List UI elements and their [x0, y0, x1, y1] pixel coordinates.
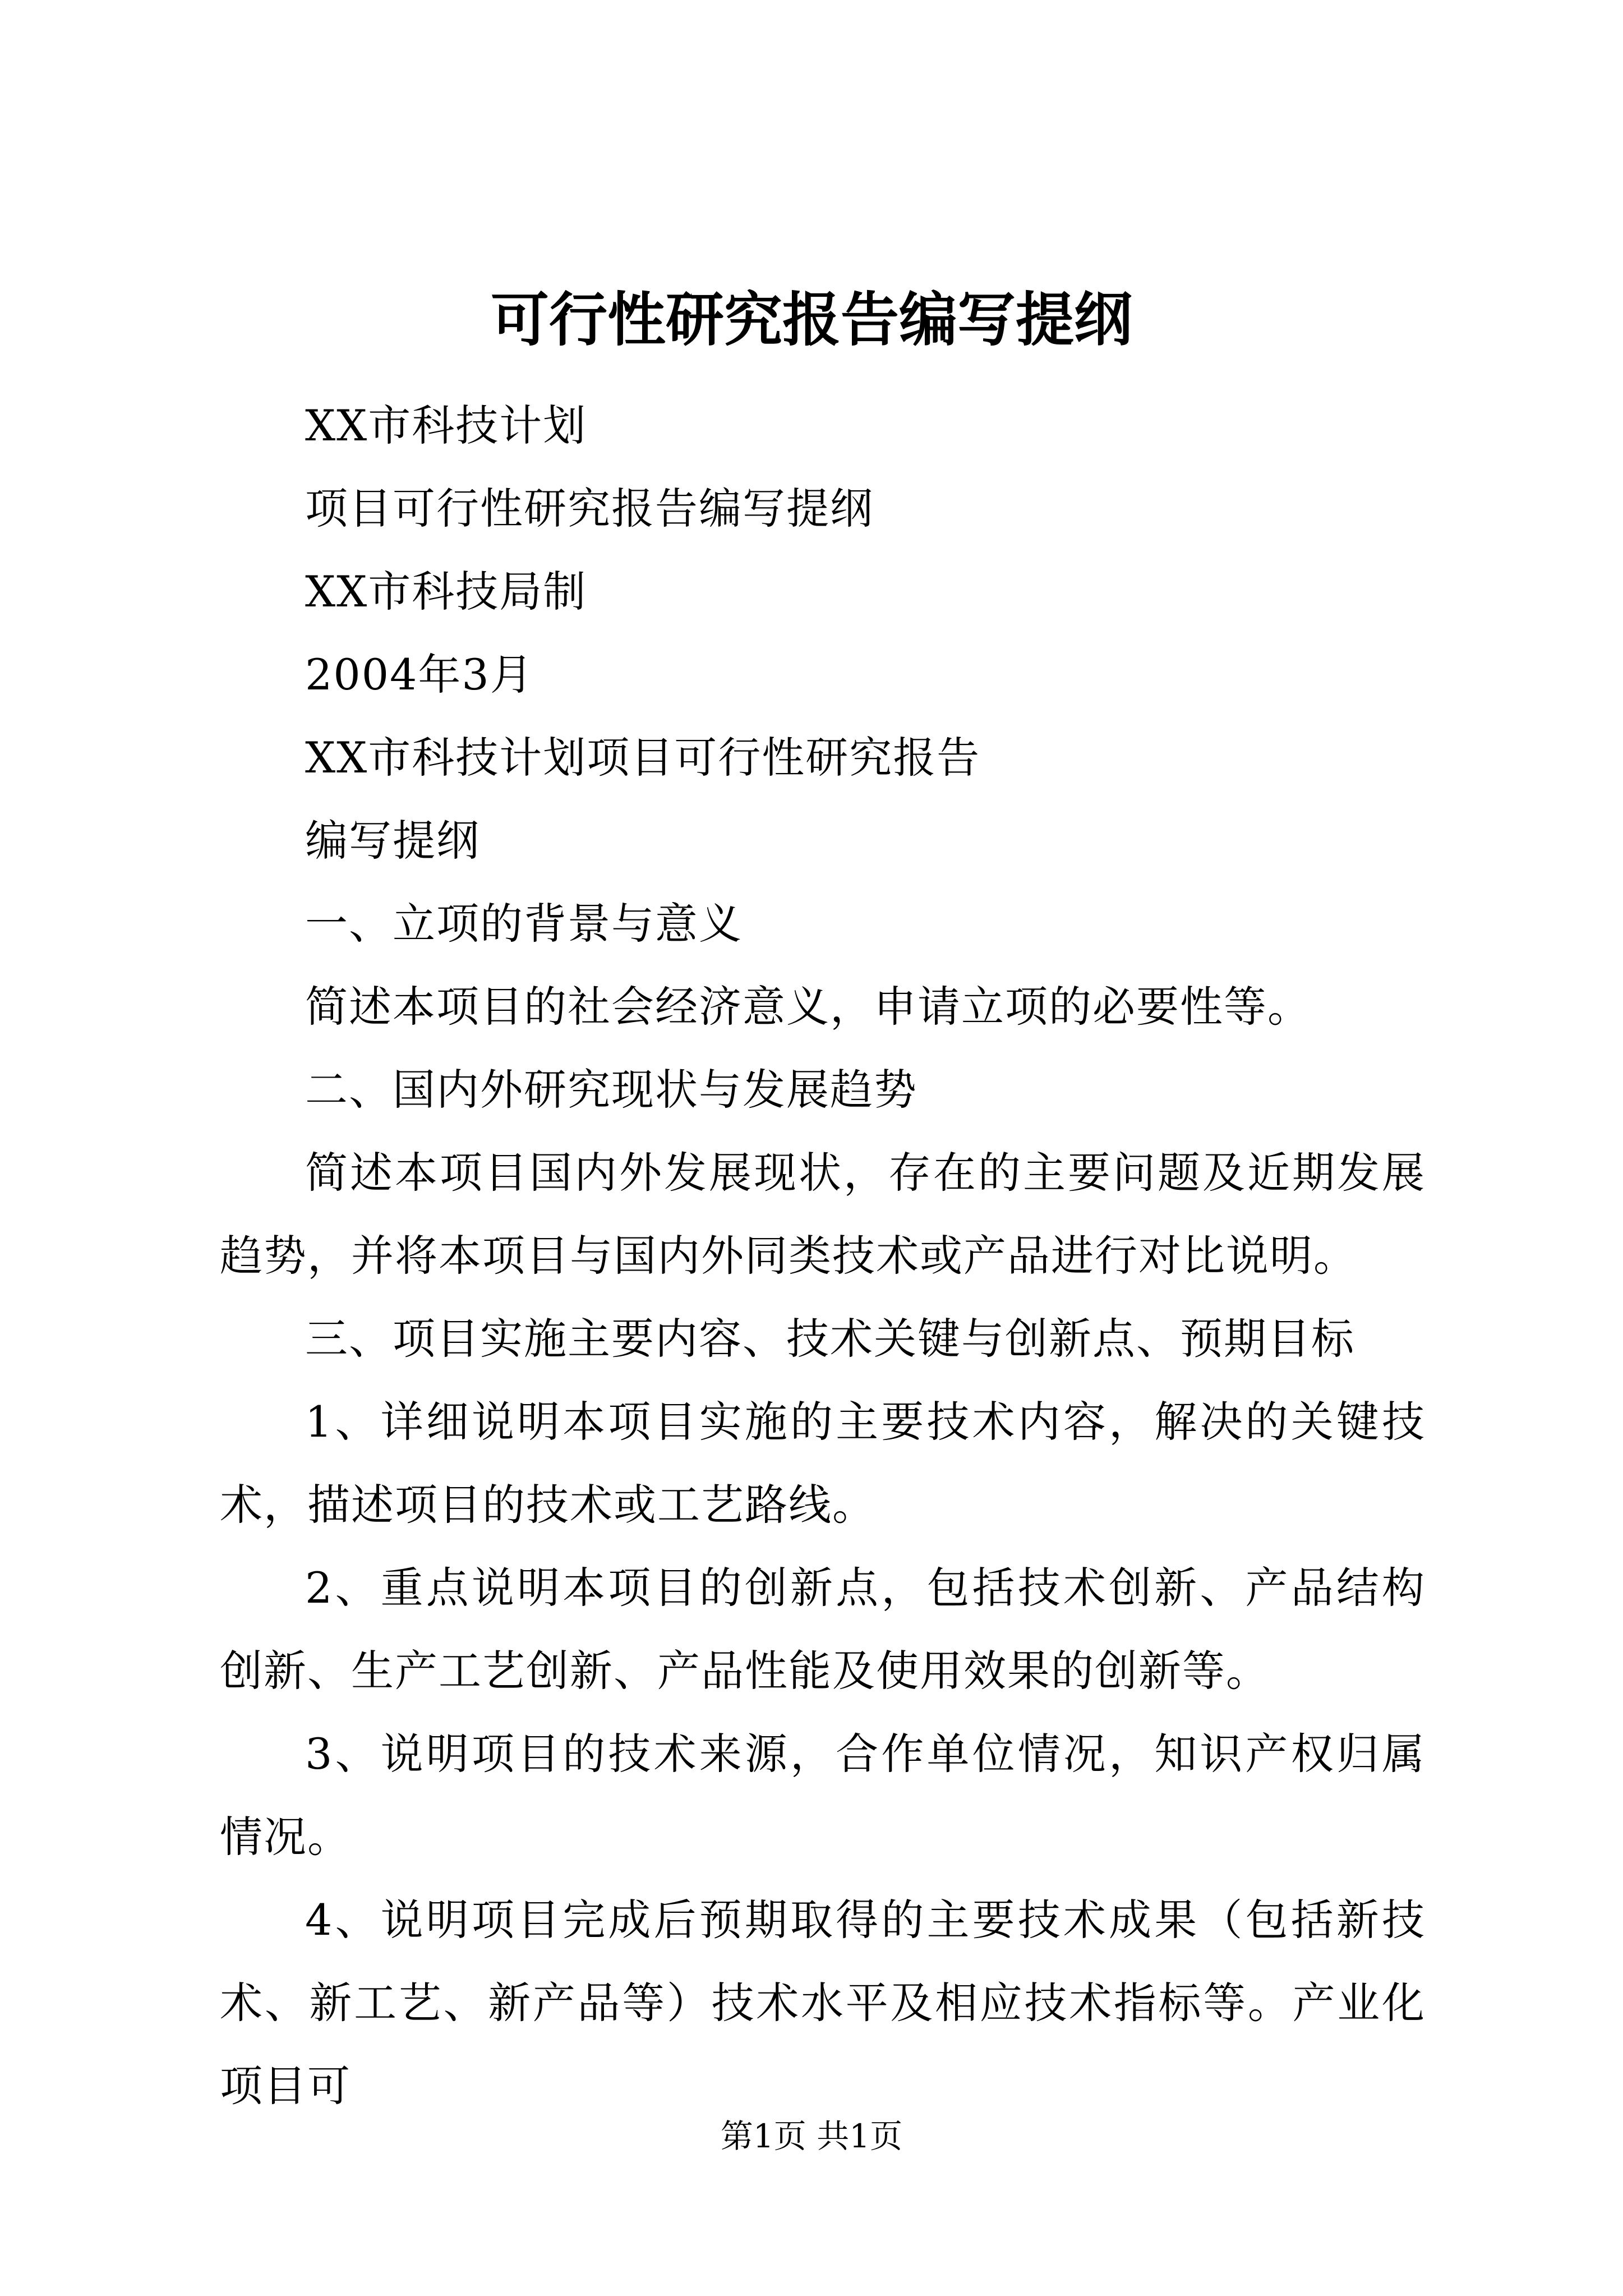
list-item: 2、重点说明本项目的创新点，包括技术创新、产品结构创新、生产工艺创新、产品性能及使用效果的创新等。	[220, 1563, 1426, 1696]
paragraph: XX市科技计划项目可行性研究报告	[305, 733, 981, 783]
section-heading: 二、国内外研究现状与发展趋势	[305, 1065, 917, 1115]
paragraph: 项目可行性研究报告编写提纲	[305, 484, 874, 533]
paragraph: 简述本项目国内外发展现状，存在的主要问题及近期发展趋势，并将本项目与国内外同类技术或产品进行对比说明。	[220, 1148, 1426, 1281]
section-heading: 一、立项的背景与意义	[305, 899, 743, 949]
document-title: 可行性研究报告编写提纲	[490, 285, 1132, 354]
paragraph: XX市科技计划	[305, 401, 587, 450]
list-item: 1、详细说明本项目实施的主要技术内容，解决的关键技术，描述项目的技术或工艺路线。	[220, 1397, 1426, 1530]
paragraph: 编写提纲	[305, 816, 480, 866]
paragraph: XX市科技局制	[305, 567, 587, 616]
paragraph: 2004年3月	[305, 650, 534, 700]
page-footer: 第1页 共1页	[720, 2117, 903, 2155]
paragraph: 简述本项目的社会经济意义，申请立项的必要性等。	[305, 982, 1311, 1032]
list-item: 4、说明项目完成后预期取得的主要技术成果（包括新技术、新工艺、新产品等）技术水平及相应技术指标等。产业化项目可	[220, 1895, 1426, 2111]
list-item: 3、说明项目的技术来源，合作单位情况，知识产权归属情况。	[220, 1729, 1426, 1862]
section-heading: 三、项目实施主要内容、技术关键与创新点、预期目标	[305, 1314, 1355, 1364]
document-body	[220, 384, 1426, 2128]
